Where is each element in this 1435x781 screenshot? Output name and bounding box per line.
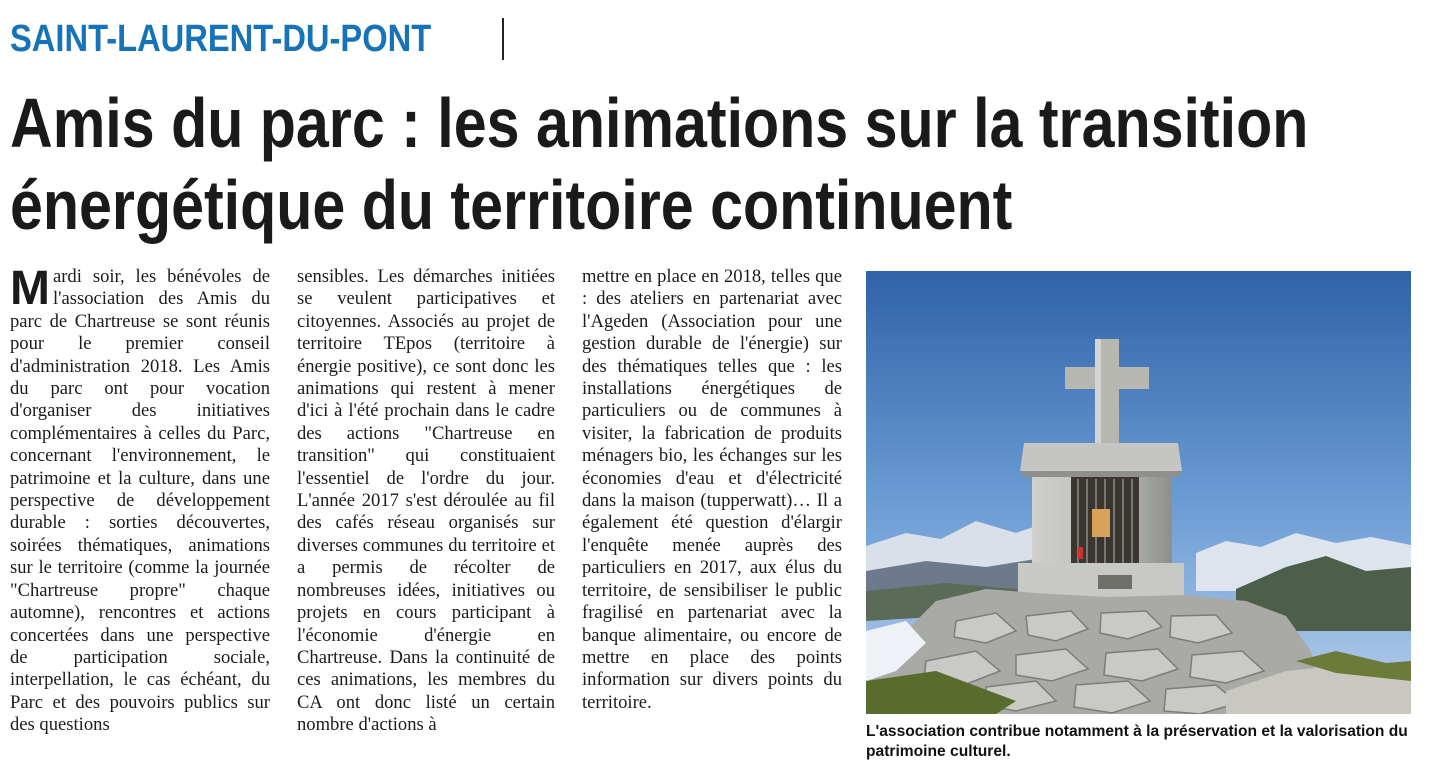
article-column-3 xyxy=(582,266,842,714)
photo-caption: L'association contribue notamment à la préservation et la valorisation du patrimoine culturel. xyxy=(866,723,1408,760)
dropcap: M xyxy=(10,262,50,315)
kicker-text: SAINT-LAURENT-DU-PONT xyxy=(10,18,432,60)
headline-line-1: Amis du parc : les animations sur la transition xyxy=(10,84,1309,162)
mountain-cross-illustration xyxy=(866,271,1411,714)
headline xyxy=(10,82,1430,246)
headline-line-2: énergétique du territoire continuent xyxy=(10,166,1013,244)
column-1-text: ardi soir, les bénévoles de l'association des Amis du parc de Chartreuse se sont réunis pour le premier conseil d'administration 2018. Les Amis du parc ont pour vocation d'organiser des initiatives complémentaires à celles du Parc, concernant l'environnement, le patrimoine et la culture, dans une perspective de développement durable : sorties découvertes, soirées thématiques, animations sur le territoire (comme la journée "Chartreuse propre" chaque automne), rencontres et actions concertées dans une perspective de participation sociale, interpellation, le cas échéant, du Parc et des pouvoirs publics sur des questions xyxy=(10,266,270,736)
article-photo xyxy=(866,271,1411,714)
section-kicker xyxy=(10,14,500,64)
article-column-1 xyxy=(10,262,270,737)
column-3-text: mettre en place en 2018, telles que : des ateliers en partenariat avec l'Ageden (Association pour une gestion durable de l'énergie) sur des thématiques telles que : les installations énergétiques de particuliers ou de communes à visiter, la fabrication de produits ménagers bio, les échanges sur les économies d'eau et d'électricité dans la maison (tupperwatt)… Il a également été question d'élargir l'enquête menée auprès des particuliers en 2017, aux élus du territoire, de sensibiliser le public fragilisé en partenariat avec la banque alimentaire, ou encore de mettre en place des points information sur divers points du territoire. xyxy=(582,266,842,713)
article-column-2 xyxy=(297,266,555,737)
kicker-divider xyxy=(502,18,504,60)
column-2-text: sensibles. Les démarches initiées se veulent participatives et citoyennes. Associés au projet de territoire TEpos (territoire à énergie positive), ce sont donc les animations qui restent à mener d'ici à l'été prochain dans le cadre des actions "Chartreuse en transition" qui constituaient l'essentiel de l'ordre du jour. L'année 2017 s'est déroulée au fil des cafés réseau organisés sur diverses communes du territoire et a permis de récolter de nombreuses idées, initiatives ou projets en cours participant à l'économie d'énergie en Chartreuse. Dans la continuité de ces animations, les membres du CA ont donc listé un certain nombre d'actions à xyxy=(297,266,555,736)
